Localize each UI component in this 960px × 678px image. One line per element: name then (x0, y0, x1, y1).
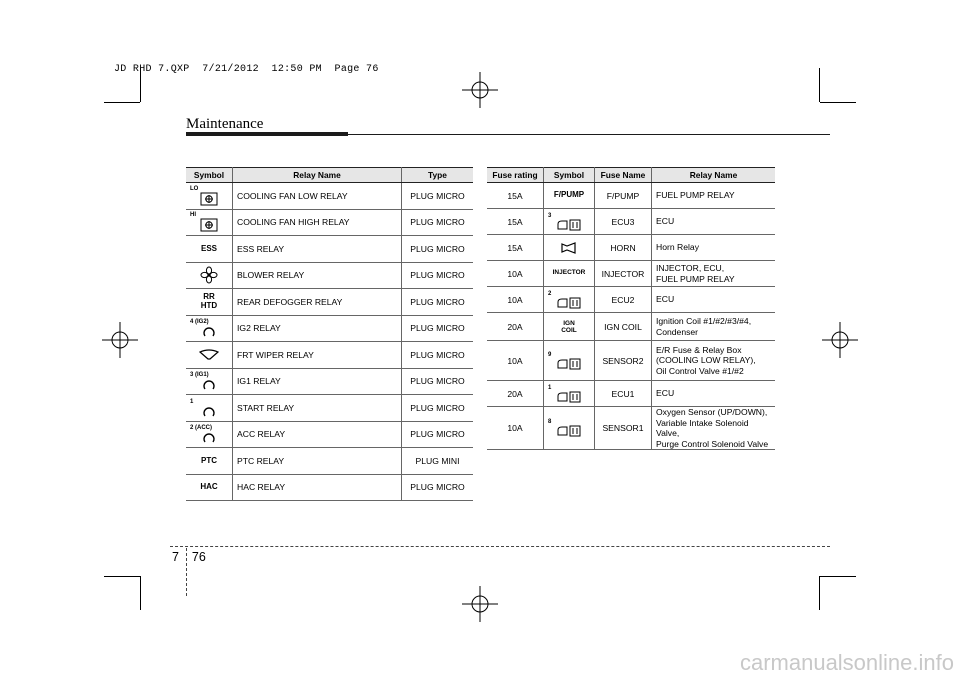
symbol-cell (544, 287, 595, 313)
relay-type: PLUG MICRO (402, 315, 474, 342)
symbol-text: F/PUMP (544, 183, 595, 209)
fuse-relay-name: ECU (652, 381, 776, 407)
crop-mark (820, 576, 856, 577)
table-row (186, 395, 473, 422)
column-header: Symbol (544, 168, 595, 183)
table-row (487, 261, 775, 287)
fan-hi-icon (199, 218, 219, 232)
symbol-cell (186, 262, 233, 289)
column-header: Symbol (186, 168, 233, 183)
column-header: Fuse rating (487, 168, 544, 183)
fuse-rating: 15A (487, 183, 544, 209)
registration-mark-icon (102, 322, 138, 358)
table-row (186, 342, 473, 369)
fuse-rating: 20A (487, 381, 544, 407)
table-row (186, 315, 473, 342)
fuse-relay-name: E/R Fuse & Relay Box (COOLING LOW RELAY), Oil Control Valve #1/#2 (652, 341, 776, 381)
table-row (487, 183, 775, 209)
relay-type: PLUG MICRO (402, 368, 474, 395)
fuse-rating: 10A (487, 407, 544, 450)
symbol-tag: 2 (ACC) (190, 425, 212, 432)
symbol-tag: 2 (548, 290, 552, 297)
fan-lo-icon (199, 192, 219, 206)
symbol-cell (186, 342, 233, 369)
symbol-tag: 1 (190, 398, 194, 405)
symbol-cell (544, 407, 595, 450)
blower-icon (200, 266, 218, 284)
symbol-tag: 3 (IG1) (190, 372, 209, 379)
fuse-relay-name: FUEL PUMP RELAY (652, 183, 776, 209)
chapter-number: 7 (172, 550, 179, 564)
table-row (487, 407, 775, 450)
registration-mark-icon (822, 322, 858, 358)
table-row (487, 287, 775, 313)
page-index: 76 (191, 550, 206, 564)
fuse-rating: 15A (487, 235, 544, 261)
fuse-table (487, 167, 775, 450)
symbol-cell (186, 209, 233, 236)
registration-mark-icon (462, 72, 498, 108)
fuse-relay-name: Ignition Coil #1/#2/#3/#4, Condenser (652, 313, 776, 341)
symbol-text: HAC (186, 474, 233, 501)
fuse-name: ECU3 (595, 209, 652, 235)
symbol-tag: HI (190, 212, 196, 219)
symbol-text: PTC (186, 448, 233, 475)
ignition-icon (202, 431, 216, 443)
fuse-relay-name: Oxygen Sensor (UP/DOWN), Variable Intake Solenoid Valve, Purge Control Solenoid Valve (652, 407, 776, 450)
symbol-tag: 1 (548, 384, 552, 391)
crop-mark (140, 576, 141, 610)
crop-mark (819, 68, 820, 102)
fuse-relay-name: ECU (652, 287, 776, 313)
relay-type: PLUG MICRO (402, 209, 474, 236)
footer-divider (170, 546, 830, 547)
table-row (186, 448, 473, 475)
symbol-cell (544, 341, 595, 381)
watermark: carmanualsonline.info (739, 650, 954, 675)
registration-mark-icon (462, 586, 498, 622)
fuse-rating: 10A (487, 261, 544, 287)
column-header: Relay Name (233, 168, 402, 183)
symbol-cell (186, 183, 233, 210)
table-row (487, 313, 775, 341)
crop-mark (820, 102, 856, 103)
symbol-tag: 3 (548, 212, 552, 219)
symbol-text: INJECTOR (544, 261, 595, 287)
symbol-text: IGN COIL (544, 313, 595, 341)
wiper-icon (198, 349, 220, 361)
column-header: Relay Name (652, 168, 776, 183)
fuse-name: ECU1 (595, 381, 652, 407)
relay-name: FRT WIPER RELAY (233, 342, 402, 369)
relay-type: PLUG MICRO (402, 395, 474, 422)
fuse-name: INJECTOR (595, 261, 652, 287)
relay-type: PLUG MICRO (402, 289, 474, 316)
symbol-cell (186, 368, 233, 395)
symbol-tag: 9 (548, 351, 552, 358)
table-row (487, 235, 775, 261)
fuse-rating: 10A (487, 287, 544, 313)
relay-name: ACC RELAY (233, 421, 402, 448)
ecu-icon (556, 425, 582, 437)
ignition-icon (202, 325, 216, 337)
column-header: Type (402, 168, 474, 183)
symbol-text: ESS (186, 236, 233, 263)
relay-name: REAR DEFOGGER RELAY (233, 289, 402, 316)
ignition-icon (202, 378, 216, 390)
symbol-cell (544, 235, 595, 261)
relay-name: COOLING FAN HIGH RELAY (233, 209, 402, 236)
fuse-name: ECU2 (595, 287, 652, 313)
crop-mark (104, 576, 140, 577)
symbol-cell (186, 315, 233, 342)
table-row (186, 289, 473, 316)
table-row (487, 341, 775, 381)
symbol-cell (544, 381, 595, 407)
section-rule-thin (348, 134, 830, 135)
relay-type: PLUG MICRO (402, 474, 474, 501)
fuse-name: SENSOR1 (595, 407, 652, 450)
page-number (172, 550, 206, 564)
table-row (186, 262, 473, 289)
section-title: Maintenance (186, 116, 264, 132)
relay-name: HAC RELAY (233, 474, 402, 501)
print-info: JD RHD 7.QXP 7/21/2012 12:50 PM Page 76 (114, 64, 379, 75)
table-row (186, 183, 473, 210)
table-row (186, 474, 473, 501)
table-header-row (186, 168, 473, 183)
crop-mark (819, 576, 820, 610)
symbol-cell (186, 395, 233, 422)
ecu-icon (556, 358, 582, 370)
ignition-icon (202, 405, 216, 417)
relay-type: PLUG MICRO (402, 262, 474, 289)
symbol-tag: LO (190, 185, 199, 192)
table-row (186, 368, 473, 395)
symbol-text: RR HTD (186, 289, 233, 316)
table-row (186, 421, 473, 448)
fuse-name: HORN (595, 235, 652, 261)
fuse-rating: 15A (487, 209, 544, 235)
fuse-relay-name: Horn Relay (652, 235, 776, 261)
relay-name: START RELAY (233, 395, 402, 422)
table-row (186, 236, 473, 263)
relay-name: BLOWER RELAY (233, 262, 402, 289)
ecu-icon (556, 297, 582, 309)
table-row (186, 209, 473, 236)
relay-name: PTC RELAY (233, 448, 402, 475)
relay-type: PLUG MICRO (402, 183, 474, 210)
table-row (487, 381, 775, 407)
fuse-name: SENSOR2 (595, 341, 652, 381)
fuse-name: F/PUMP (595, 183, 652, 209)
fuse-rating: 20A (487, 313, 544, 341)
relay-name: ESS RELAY (233, 236, 402, 263)
relay-type: PLUG MICRO (402, 342, 474, 369)
table-header-row (487, 168, 775, 183)
symbol-tag: 4 (IG2) (190, 319, 209, 326)
ecu-icon (556, 391, 582, 403)
fuse-relay-name: ECU (652, 209, 776, 235)
column-header: Fuse Name (595, 168, 652, 183)
relay-name: IG2 RELAY (233, 315, 402, 342)
fuse-rating: 10A (487, 341, 544, 381)
relay-type: PLUG MINI (402, 448, 474, 475)
symbol-cell (544, 209, 595, 235)
ecu-icon (556, 219, 582, 231)
section-rule (186, 132, 348, 136)
relay-type: PLUG MICRO (402, 236, 474, 263)
relay-name: IG1 RELAY (233, 368, 402, 395)
fuse-name: IGN COIL (595, 313, 652, 341)
relay-name: COOLING FAN LOW RELAY (233, 183, 402, 210)
relay-type: PLUG MICRO (402, 421, 474, 448)
horn-icon (559, 241, 579, 255)
symbol-tag: 8 (548, 419, 552, 425)
relay-table (186, 167, 473, 501)
table-row (487, 209, 775, 235)
crop-mark (104, 102, 140, 103)
fuse-relay-name: INJECTOR, ECU, FUEL PUMP RELAY (652, 261, 776, 287)
symbol-cell (186, 421, 233, 448)
